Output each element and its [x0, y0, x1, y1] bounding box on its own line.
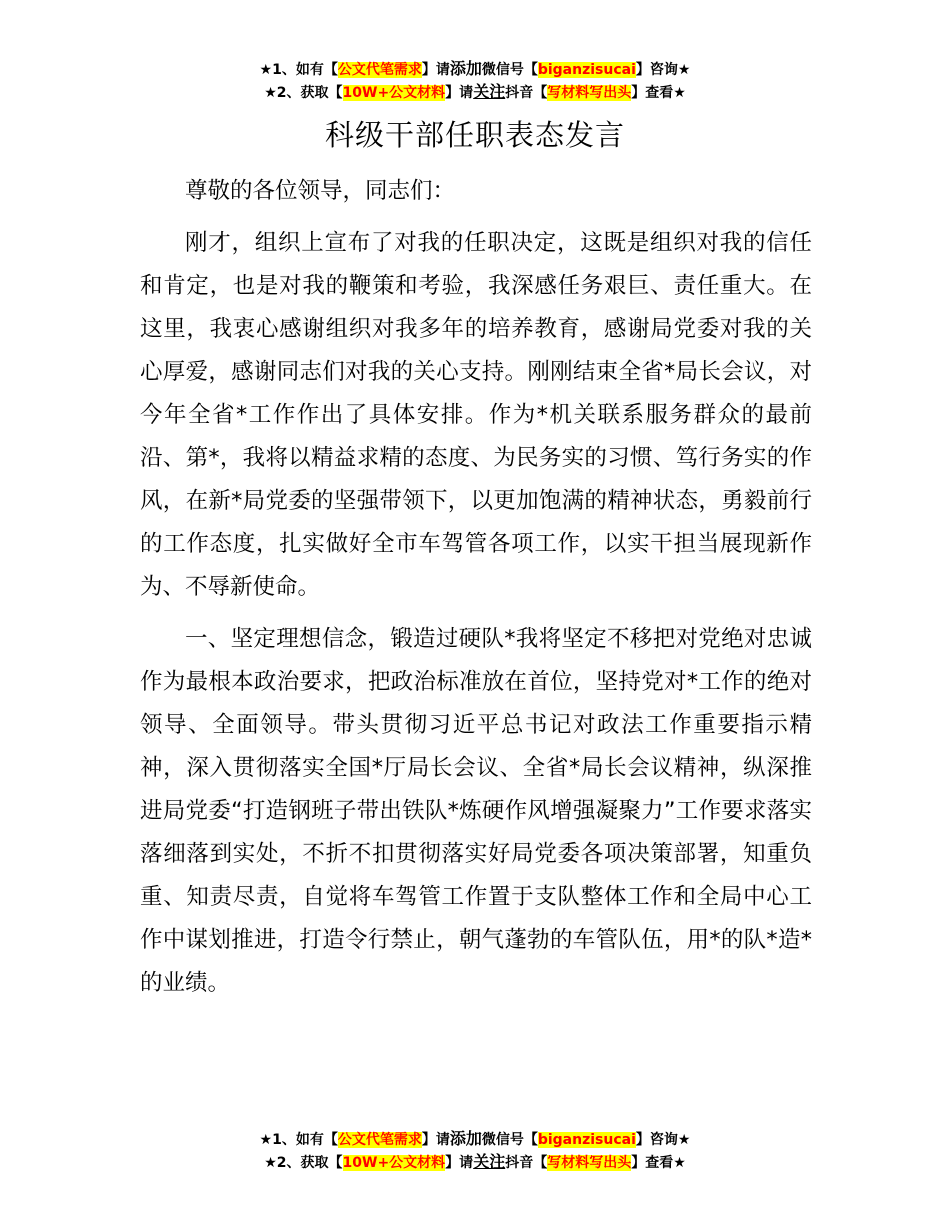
banner-text: 】请 [421, 62, 450, 78]
banner-text: 】查看★ [631, 85, 686, 101]
banner-emphasis: 添加 [449, 1129, 482, 1148]
banner-highlight: biganzisucai [537, 1132, 636, 1148]
banner-text: 】请 [445, 1155, 474, 1171]
paragraph: 刚才，组织上宣布了对我的任职决定，这既是组织对我的信任和肯定，也是对我的鞭策和考验，我深感任务艰巨、责任重大。在这里，我衷心感谢组织对我多年的培养教育，感谢局党委对我的关心厚爱，感谢同志们对我的关心支持。刚刚结束全省*局长会议，对今年全省*工作作出了具体安排。作为*机关联系服务群众的最前沿、第*，我将以精益求精的态度、为民务实的习惯、笃行务实的作风，在新*局党委的坚强带领下，以更加饱满的精神状态，勇毅前行的工作态度，扎实做好全市车驾管各项工作，以实干担当展现新作为、不辱新使命。 [140, 230, 812, 600]
banner-emphasis: 关注 [473, 1152, 506, 1171]
banner-emphasis: 添加 [449, 59, 482, 78]
banner-line-2 [0, 81, 950, 104]
banner-text: 】咨询★ [635, 62, 691, 78]
banner-text: ★2、获取【 [264, 85, 343, 101]
banner-highlight: 10W+公文材料 [342, 1155, 446, 1171]
banner-text: ★2、获取【 [264, 1155, 343, 1171]
banner-text: 】咨询★ [635, 1132, 691, 1148]
banner-text: ★1、如有【 [259, 62, 338, 78]
banner-text: 微信号【 [481, 1132, 538, 1148]
banner-highlight: biganzisucai [537, 62, 636, 78]
document-body [140, 170, 812, 1014]
banner-highlight: 公文代笔需求 [337, 1132, 422, 1148]
banner-highlight: 公文代笔需求 [337, 62, 422, 78]
greeting: 尊敬的各位领导，同志们： [185, 178, 456, 204]
banner-text: 】查看★ [631, 1155, 686, 1171]
banner-text: 抖音【 [505, 85, 548, 101]
banner-highlight: 写材料写出头 [547, 85, 632, 101]
banner-line-1 [0, 1128, 950, 1151]
banner-text: 抖音【 [505, 1155, 548, 1171]
banner-text: 】请 [421, 1132, 450, 1148]
document-title: 科级干部任职表态发言 [324, 118, 625, 152]
banner-line-2 [0, 1151, 950, 1174]
banner-line-1 [0, 58, 950, 81]
header-banner [0, 58, 950, 104]
banner-text: 】请 [445, 85, 474, 101]
banner-highlight: 10W+公文材料 [342, 85, 446, 101]
paragraph: 一、坚定理想信念，锻造过硬队*我将坚定不移把对党绝对忠诚作为最根本政治要求，把政治标准放在首位，坚持党对*工作的绝对领导、全面领导。带头贯彻习近平总书记对政法工作重要指示精神，深入贯彻落实全国*厅局长会议、全省*局长会议精神，纵深推进局党委“打造钢班子带出铁队*炼硬作风增强凝聚力”工作要求落实落细落到实处，不折不扣贯彻落实好局党委各项决策部署，知重负重、知责尽责，自觉将车驾管工作置于支队整体工作和全局中心工作中谋划推进，打造令行禁止，朝气蓬勃的车管队伍，用*的队*造*的业绩。 [140, 626, 812, 996]
footer-banner [0, 1128, 950, 1174]
banner-highlight: 写材料写出头 [547, 1155, 632, 1171]
banner-text: 微信号【 [481, 62, 538, 78]
banner-emphasis: 关注 [473, 82, 506, 101]
banner-text: ★1、如有【 [259, 1132, 338, 1148]
